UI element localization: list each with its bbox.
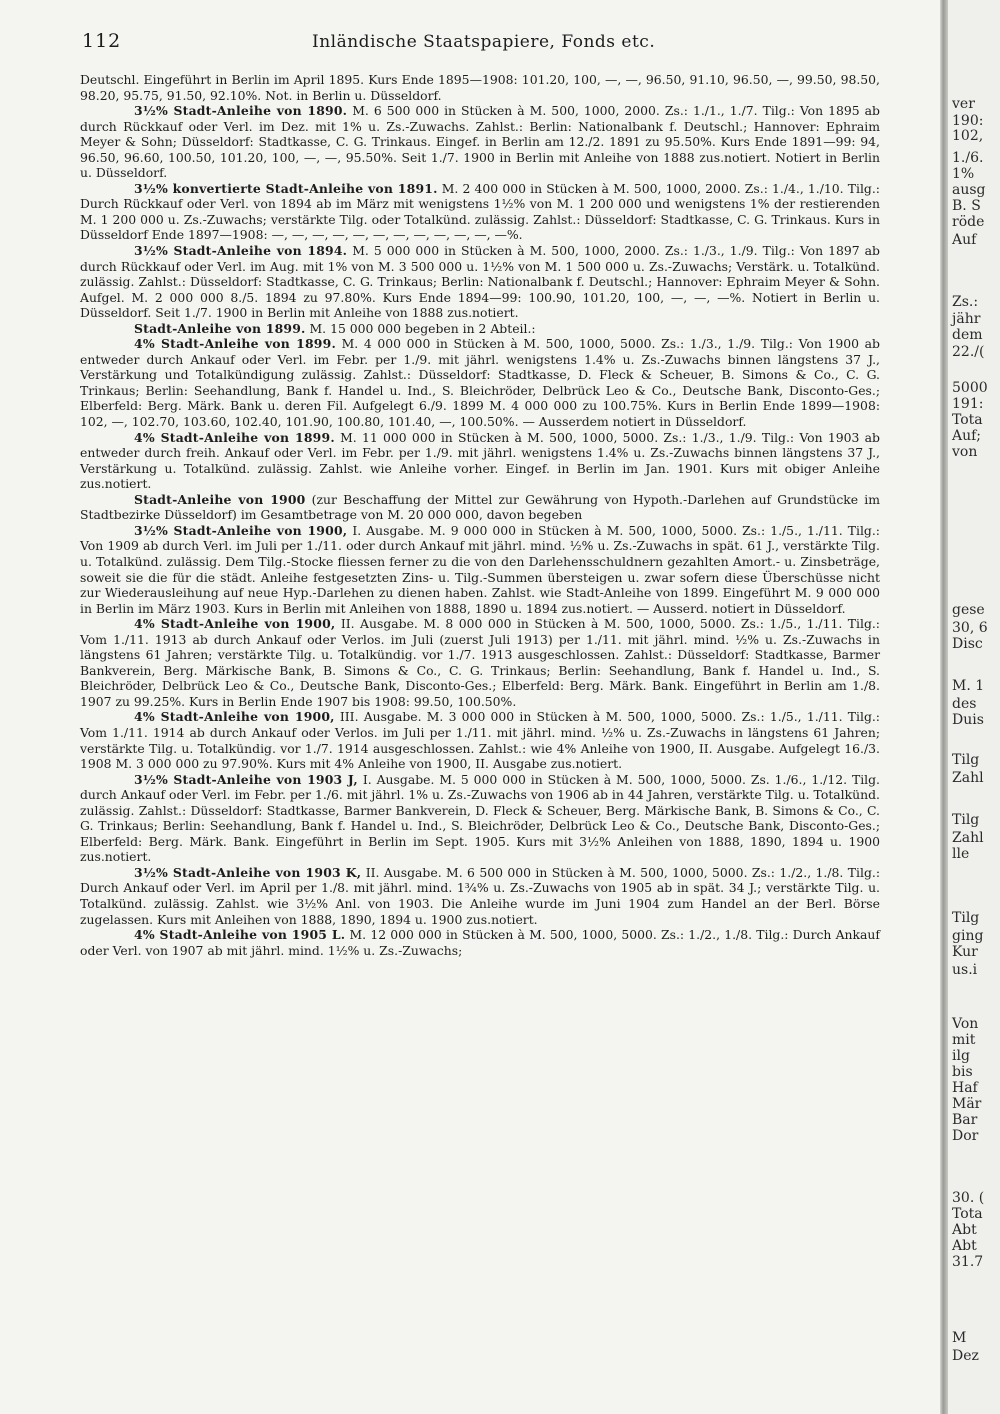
adjacent-text-fragment: Disc [952, 636, 983, 652]
entry-paragraph [80, 523, 880, 616]
adjacent-text-fragment: B. S [952, 198, 981, 214]
entry-heading: 4% Stadt-Anleihe von 1900, [134, 709, 335, 725]
adjacent-text-fragment: Tilg [952, 752, 980, 768]
entry-heading: 3½% Stadt-Anleihe von 1894. [134, 243, 348, 259]
adjacent-text-fragment: ver [952, 96, 975, 112]
page-header [82, 30, 882, 56]
adjacent-text-fragment: 31.7 [952, 1254, 984, 1270]
entry-text: III. Ausgabe. M. 3 000 000 in Stücken à M. 500, 1000, 5000. Zs.: 1./5., 1./11. Tilg.: Vom 1./11. 1914 ab durch Ankauf oder Verlos. im Juli per 1./11. mit jährl. mind. ½% u. Zs.-Zuwachs in längstens 61 Jahren; verstärkte Tilg. u. Totalkündig. vor 1./7. 1914 ausgeschlossen. Zahlst.: wie 4% Anleihe von 1900, II. Ausgabe. Aufgelegt 16./3. 1908 M. 3 000 000 zu 97.90%. Kurs mit 4% Anleihe von 1900, II. Ausgabe zus.notiert. [80, 709, 880, 772]
adjacent-text-fragment: 5000 [952, 380, 988, 396]
adjacent-text-fragment: 22./( [952, 344, 985, 360]
entry-text: M. 12 000 000 in Stücken à M. 500, 1000, 5000. Zs.: 1./2., 1./8. Tilg.: Durch Ankauf oder Verl. von 1907 ab mit jährl. mind. 1½% u. Zs.-Zuwachs; [80, 927, 880, 958]
entry-paragraph [80, 772, 880, 865]
entry-heading: 3½% Stadt-Anleihe von 1890. [134, 103, 348, 119]
adjacent-text-fragment: 30. ( [952, 1190, 985, 1206]
adjacent-text-fragment: Tilg [952, 910, 980, 926]
adjacent-text-fragment: jähr [952, 311, 981, 327]
adjacent-text-fragment: Zahl [952, 830, 984, 846]
adjacent-text-fragment: bis [952, 1064, 973, 1080]
adjacent-text-fragment: Tota [952, 1206, 983, 1222]
running-title: Inländische Staatspapiere, Fonds etc. [312, 32, 656, 52]
entry-paragraph [80, 865, 880, 927]
adjacent-text-fragment: ausg [952, 182, 986, 198]
book-gutter [940, 0, 948, 1414]
entry-paragraph [80, 336, 880, 429]
entry-text: I. Ausgabe. M. 5 000 000 in Stücken à M. 500, 1000, 5000. Zs. 1./6., 1./12. Tilg. durch Ankauf oder Verl. im Febr. per 1./6. mit jährl. 1% u. Zs.-Zuwachs von 1906 ab in 44 Jahren, verstärkte Tilg. u. Totalkünd. zulässig. Zahlst.: Düsseldorf: Stadtkasse, Barmer Bankverein, D. Fleck & Scheuer, Berg. Märkische Bank, B. Simons & Co., C. G. Trinkaus; Berlin: Seehandlung, Bank f. Handel u. Ind., S. Bleichröder, Delbrück Leo & Co., Deutsche Bank, Disconto-Ges.; Elberfeld: Berg. Märk. Bank. Eingeführt in Berlin im Sept. 1905. Kurs mit 3½% Anleihen von 1888, 1890, 1894 u. 1900 zus.notiert. [80, 771, 880, 865]
adjacent-text-fragment: Auf [952, 232, 977, 248]
adjacent-text-fragment: von [952, 444, 978, 460]
adjacent-text-fragment: Bar [952, 1112, 978, 1128]
adjacent-text-fragment: röde [952, 214, 985, 230]
adjacent-text-fragment: us.i [952, 962, 978, 978]
entry-text: M. 11 000 000 in Stücken à M. 500, 1000, 5000. Zs.: 1./3., 1./9. Tilg.: Von 1903 ab entweder durch freih. Ankauf oder Verl. im Febr. per 1./9. mit jährl. wenigstens 1.4% u. Zs.-Zuwachs binnen längstens 37 J., Verstärkung u. Totalkünd. zulässig. Zahlst. wie Anleihe vorher. Eingef. in Berlin im Jan. 1901. Kurs mit obiger Anleihe zus.notiert. [80, 429, 880, 492]
adjacent-page-edge [948, 0, 1000, 1414]
entry-text: M. 4 000 000 in Stücken à M. 500, 1000, 5000. Zs.: 1./3., 1./9. Tilg.: Von 1900 ab entweder durch Ankauf oder Verl. im Febr. per 1./9. mit jährl. wenigstens 1.4% u. Zs.-Zuwachs binnen längstens 37 J., Verstärkung und Totalkündigung zulässig. Zahlst.: Düsseldorf: Stadtkasse, D. Fleck & Scheuer, B. Simons & Co., C. G. Trinkaus; Berlin: Seehandlung, Bank f. Handel u. Ind., S. Bleichröder, Delbrück Leo & Co., Deutsche Bank, Disconto-Ges.; Elberfeld: Berg. Märk. Bank u. deren Fil. Aufgelegt 6./9. 1899 M. 4 000 000 zu 100.75%. Kurs in Berlin Ende 1899—1908: 102, —, 102.70, 103.60, 102.40, 101.90, 100.80, 101.40, —, 100.50%. — Ausserdem notiert in Düsseldorf. [80, 336, 880, 430]
adjacent-text-fragment: des [952, 696, 977, 712]
adjacent-text-fragment: 190: [952, 113, 984, 129]
page-number: 112 [82, 30, 122, 52]
adjacent-text-fragment: 1% [952, 166, 975, 182]
entry-paragraph [80, 927, 880, 958]
adjacent-text-fragment: Haf [952, 1080, 978, 1096]
entry-heading: Stadt-Anleihe von 1900 [134, 491, 306, 507]
entry-paragraph [80, 430, 880, 492]
entry-text: M. 15 000 000 begeben in 2 Abteil.: [309, 320, 536, 336]
entry-heading: 4% Stadt-Anleihe von 1900, [134, 616, 336, 632]
entry-heading: 3½% Stadt-Anleihe von 1903 J, [134, 771, 358, 787]
adjacent-text-fragment: Dor [952, 1128, 979, 1144]
entry-paragraph [80, 616, 880, 709]
entry-paragraph [80, 243, 880, 321]
adjacent-text-fragment: ging [952, 928, 984, 944]
adjacent-text-fragment: 1./6. [952, 150, 984, 166]
adjacent-text-fragment: 30, 6 [952, 620, 988, 636]
entry-paragraph [80, 321, 880, 337]
adjacent-text-fragment: gese [952, 602, 985, 618]
entry-text: M. 5 000 000 in Stücken à M. 500, 1000, 2000. Zs.: 1./3., 1./9. Tilg.: Von 1897 ab durch Rückkauf oder Verl. im Aug. mit 1% von M. 3 500 000 u. 1½% von M. 1 500 000 u. Zs.-Zuwachs; Verstärk. u. Totalkünd. zulässig. Zahlst.: Düsseldorf: Stadtkasse, C. G. Trinkaus; Berlin: Nationalbank f. Deutschl.; Hannover: Ephraim Meyer & Sohn. Aufgel. M. 2 000 000 8./5. 1894 zu 97.80%. Kurs Ende 1894—99: 100.90, 101.20, 100, —, —, —%. Notiert in Berlin u. Düsseldorf. Seit 1./7. 1900 in Berlin mit Anleihe von 1888 zus.notiert. [80, 243, 880, 321]
adjacent-text-fragment: Mär [952, 1096, 982, 1112]
adjacent-text-fragment: lle [952, 846, 970, 862]
adjacent-text-fragment: M. 1 [952, 678, 985, 694]
adjacent-text-fragment: 102, [952, 128, 984, 144]
entry-heading: Stadt-Anleihe von 1899. [134, 320, 306, 336]
adjacent-text-fragment: Abt [952, 1222, 977, 1238]
entry-text: M. 2 400 000 in Stücken à M. 500, 1000, 2000. Zs.: 1./4., 1./10. Tilg.: Durch Rückkauf oder Verl. von 1894 ab im März mit wenigstens 1½% von M. 1 200 000 und wenigstens 1% der restierenden M. 1 200 000 u. Zs.-Zuwachs; verstärkte Tilg. oder Totalkünd. zulässig. Zahlst.: Düsseldorf: Stadtkasse, C. G. Trinkaus. Kurs in Düsseldorf Ende 1897—1908: —, —, —, —, —, —, —, —, —, —, —, —%. [80, 180, 880, 243]
adjacent-text-fragment: Dez [952, 1348, 979, 1364]
entry-paragraph [80, 709, 880, 771]
entry-heading: 4% Stadt-Anleihe von 1905 L. [134, 927, 346, 943]
adjacent-text-fragment: dem [952, 327, 983, 343]
page-body [80, 72, 880, 958]
entry-text: II. Ausgabe. M. 8 000 000 in Stücken à M. 500, 1000, 5000. Zs.: 1./5., 1./11. Tilg.: Vom 1./11. 1913 ab durch Ankauf oder Verlos. im Juli (zuerst Juli 1913) per 1./11. mit jährl. mind. ½% u. Zs.-Zuwachs in längstens 61 Jahren; verstärkte Tilg. u. Totalkündig. vor 1./7. 1913 ausgeschlossen. Zahlst.: Düsseldorf: Stadtkasse, Barmer Bankverein, Berg. Märkische Bank, B. Simons & Co., C. G. Trinkaus; Berlin: Seehandlung, Bank f. Handel u. Ind., S. Bleichröder, Delbrück Leo & Co., Deutsche Bank, Disconto-Ges.; Elberfeld: Berg. Märk. Bank. Eingeführt in Berlin am 1./8. 1907 zu 99.25%. Kurs in Berlin Ende 1907 bis 1908: 99.50, 100.50%. [80, 616, 880, 709]
adjacent-text-fragment: Zs.: [952, 294, 979, 310]
adjacent-text-fragment: Tota [952, 412, 983, 428]
entry-paragraph [80, 181, 880, 243]
adjacent-text-fragment: Tilg [952, 812, 980, 828]
entry-heading: 3½% Stadt-Anleihe von 1903 K, [134, 864, 362, 880]
adjacent-text-fragment: Zahl [952, 770, 984, 786]
adjacent-text-fragment: mit [952, 1032, 976, 1048]
entry-heading: 4% Stadt-Anleihe von 1899. [134, 336, 336, 352]
entry-heading: 4% Stadt-Anleihe von 1899. [134, 429, 335, 445]
entry-text: (zur Beschaffung der Mittel zur Gewährung von Hypoth.-Darlehen auf Grundstücke im Stadtbezirke Düsseldorf) im Gesamtbetrage von M. 20 000 000, davon begeben [80, 491, 880, 523]
entry-text: M. 6 500 000 in Stücken à M. 500, 1000, 2000. Zs.: 1./1., 1./7. Tilg.: Von 1895 ab durch Rückkauf oder Verl. im Dez. mit 1% u. Zs.-Zuwachs. Zahlst.: Berlin: Nationalbank f. Deutschl.; Hannover: Ephraim Meyer & Sohn; Düsseldorf: Stadtkasse, C. G. Trinkaus. Eingef. in Berlin am 12./2. 1891 zu 95.50%. Kurs Ende 1891—99: 94, 96.50, 96.60, 100.50, 101.20, 100, —, —, 95.50%. Seit 1./7. 1900 in Berlin mit Anleihe von 1888 zus.notiert. Notiert in Berlin u. Düsseldorf. [80, 103, 880, 181]
entry-paragraph [80, 72, 880, 103]
adjacent-text-fragment: ilg [952, 1048, 970, 1064]
adjacent-text-fragment: Abt [952, 1238, 977, 1254]
entry-text: I. Ausgabe. M. 9 000 000 in Stücken à M. 500, 1000, 5000. Zs.: 1./5., 1./11. Tilg.: Von 1909 ab durch Verl. im Juli per 1./11. oder durch Ankauf mit jährl. mind. ½% u. Zs.-Zuwachs in spät. 61 J., verstärkte Tilg. u. Totalkünd. zulässig. Dem Tilg.-Stocke fliessen ferner zu die von den Darlehensschuldnern gezahlten Amort.- u. Zinsbeträge, soweit sie die für die städt. Anleihe festgesetzten Zins- u. Tilg.-Summen übersteigen u. zwar sofern diese Überschüsse nicht zur Wiederausleihung auf neue Hyp.-Darlehen zu dienen haben. Zahlst. wie Stadt-Anleihe von 1899. Eingeführt M. 9 000 000 in Berlin im März 1903. Kurs in Berlin mit Anleihen von 1888, 1890 u. 1894 zus.notiert. — Ausserd. notiert in Düsseldorf. [80, 522, 880, 616]
entry-heading: 3½% konvertierte Stadt-Anleihe von 1891. [134, 180, 438, 196]
adjacent-text-fragment: 191: [952, 396, 984, 412]
entry-text: Deutschl. Eingeführt in Berlin im April 1895. Kurs Ende 1895—1908: 101.20, 100, —, —, 96.50, 91.10, 96.50, —, 99.50, 98.50, 98.20, 95.75, 91.50, 92.10%. Not. in Berlin u. Düsseldorf. [80, 72, 880, 103]
entry-text: II. Ausgabe. M. 6 500 000 in Stücken à M. 500, 1000, 5000. Zs.: 1./2., 1./8. Tilg.: Durch Ankauf oder Verl. im April per 1./8. mit jährl. mind. 1¾% u. Zs.-Zuwachs von 1905 ab in spät. 34 J.; verstärkte Tilg. u. Totalkünd. zulässig. Zahlst. wie 3½% Anl. von 1903. Die Anleihe wurde im Juni 1904 zum Handel an der Berl. Börse zugelassen. Kurs mit Anleihen von 1888, 1890, 1894 u. 1900 zus.notiert. [80, 864, 880, 927]
entry-heading: 3½% Stadt-Anleihe von 1900, [134, 522, 348, 538]
adjacent-text-fragment: Von [952, 1016, 979, 1032]
adjacent-text-fragment: Kur [952, 944, 978, 960]
adjacent-text-fragment: M [952, 1330, 967, 1346]
entry-paragraph [80, 103, 880, 181]
adjacent-text-fragment: Duis [952, 712, 984, 728]
entry-paragraph [80, 492, 880, 523]
adjacent-text-fragment: Auf; [952, 428, 982, 444]
